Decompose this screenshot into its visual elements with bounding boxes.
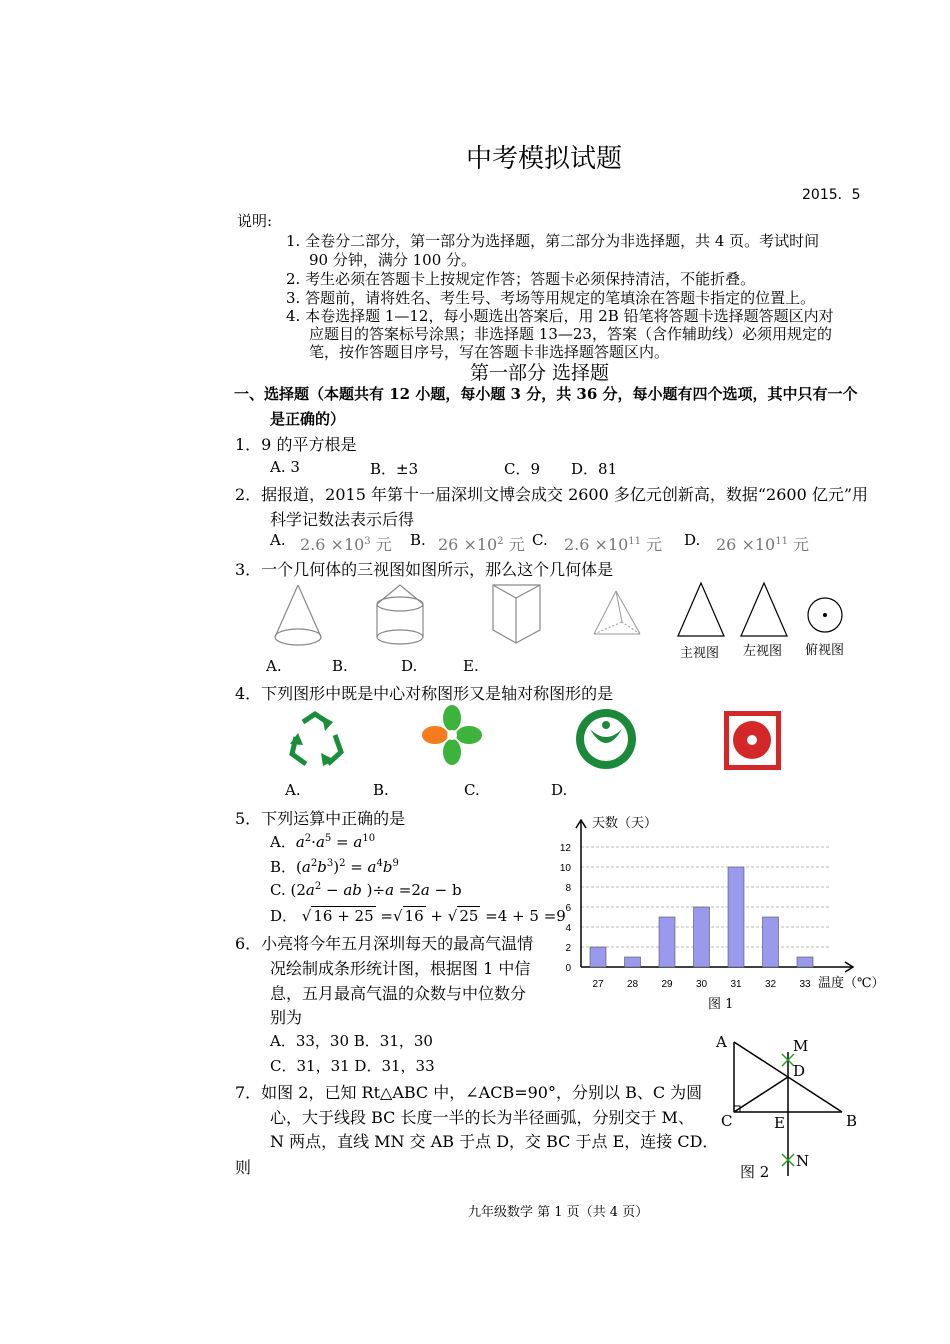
q5-option-b: B．$(a^2b^3)^2 = a^4b^9$ xyxy=(270,858,399,876)
y-tick-label: 2 xyxy=(565,943,571,954)
q1-option-d: D．81 xyxy=(571,460,618,478)
q7-stem-cont: 则 xyxy=(235,1158,252,1177)
q6-stem-cont: 别为 xyxy=(270,1008,303,1027)
q5-stem: 5．下列运算中正确的是 xyxy=(235,809,406,828)
point-e-label: E xyxy=(774,1114,785,1132)
exam-date: 2015．5 xyxy=(802,187,861,203)
chart-xlabel: 温度（℃） xyxy=(818,976,885,991)
q3-option-b: B. xyxy=(332,657,348,675)
q4-option-a: A. xyxy=(285,781,301,799)
x-tick-label: 27 xyxy=(592,979,604,990)
q4-option-b: B. xyxy=(373,781,389,799)
q5-option-d: D． √ 16 + 25 =√ 16 + √ 25 =4 + 5 =9 xyxy=(270,907,566,925)
y-tick-label: 6 xyxy=(565,903,571,914)
point-c-label: C xyxy=(721,1112,733,1130)
x-tick-label: 32 xyxy=(764,979,777,990)
q2-option-a-label: A. xyxy=(270,531,286,549)
q3-stem: 3．一个几何体的三视图如图所示，那么这个几何体是 xyxy=(235,560,614,579)
top-view-label: 俯视图 xyxy=(805,643,845,658)
q7-stem-cont: 心，大于线段 BC 长度一半的长为半径画弧，分别交于 M、 xyxy=(270,1108,694,1127)
q1-option-b: B．±3 xyxy=(370,460,419,478)
x-tick-label: 33 xyxy=(799,979,811,990)
q2-stem: 2．据报道，2015 年第十一届深圳文博会成交 2600 多亿元创新高，数据“2600 亿元”用 xyxy=(235,485,869,504)
figure-2-caption: 图 2 xyxy=(740,1163,770,1181)
instruction-line: 90 分钟，满分 100 分。 xyxy=(309,251,477,269)
q7-stem: 7．如图 2，已知 Rt△ABC 中，∠ACB=90°，分别以 B、C 为圆 xyxy=(235,1083,703,1102)
part-title: 第一部分 选择题 xyxy=(470,362,610,384)
x-tick-label: 28 xyxy=(626,979,639,990)
q4-stem: 4．下列图形中既是中心对称图形又是轴对称图形的是 xyxy=(235,684,614,703)
q6-options-ab: A．33，30 B．31，30 xyxy=(270,1032,433,1050)
q5-option-a: A．$a^2\cdot a^5 = a^{10}$ xyxy=(270,833,376,851)
instruction-line: 3. 答题前，请将姓名、考生号、考场等用规定的笔填涂在答题卡指定的位置上。 xyxy=(286,289,816,307)
q5-option-c: C. ($2a^2$ − ab )÷a =2a − b xyxy=(270,881,462,899)
q2-option-d: $26 \times 10^{11}$ 元 xyxy=(716,535,810,554)
y-tick-label: 12 xyxy=(559,843,571,854)
instruction-line: 笔，按作答题目序号，写在答题卡非选择题答题区内。 xyxy=(309,343,670,361)
instruction-line: 2. 考生必须在答题卡上按规定作答；答题卡必须保持清洁，不能折叠。 xyxy=(286,270,756,288)
q2-option-b: $26 \times 10^2$ 元 xyxy=(438,535,525,554)
q1-option-c: C．9 xyxy=(504,460,541,478)
point-m-label: M xyxy=(793,1037,809,1055)
page-title: 中考模拟试题 xyxy=(466,144,623,174)
q2-option-a: $2.6 \times 10^3$ 元 xyxy=(300,535,392,554)
section-heading-cont: 是正确的） xyxy=(270,410,346,428)
q2-option-c: $2.6 \times 10^{11}$ 元 xyxy=(564,535,663,554)
instruction-line: 4. 本卷选择题 1—12，每小题选出答案后，用 2B 铅笔将答题卡选择题答题区内对 xyxy=(286,307,834,325)
q3-option-d: E. xyxy=(463,657,479,675)
q7-stem-cont: N 两点，直线 MN 交 AB 于点 D，交 BC 于点 E，连接 CD． xyxy=(270,1132,719,1151)
q6-stem-cont: 况绘制成条形统计图，根据图 1 中信 xyxy=(270,959,531,978)
q1-stem: 1．9 的平方根是 xyxy=(235,435,357,454)
page-footer: 九年级数学 第 1 页（共 4 页） xyxy=(468,1205,649,1220)
q6-stem: 6．小亮将今年五月深圳每天的最高气温情 xyxy=(235,934,534,953)
y-tick-label: 10 xyxy=(559,863,571,874)
x-tick-label: 30 xyxy=(695,979,708,990)
instruction-line: 1. 全卷分二部分，第一部分为选择题，第二部分为非选择题，共 4 页。考试时间 xyxy=(286,232,820,250)
q2-option-b-label: B. xyxy=(410,531,426,549)
instructions-label: 说明: xyxy=(237,212,273,230)
q3-option-a: A. xyxy=(266,657,282,675)
q6-options-cd: C．31，31 D．31，33 xyxy=(270,1057,435,1075)
q4-option-d: D. xyxy=(551,781,568,799)
q3-option-c: D. xyxy=(401,657,418,675)
front-view-label: 主视图 xyxy=(680,646,720,661)
x-tick-label: 31 xyxy=(730,979,742,990)
y-tick-label: 0 xyxy=(565,963,571,974)
point-b-label: B xyxy=(846,1112,858,1130)
chart-ylabel: 天数（天） xyxy=(592,816,658,831)
q2-stem-cont: 科学记数法表示后得 xyxy=(270,510,415,529)
q2-option-c-label: C. xyxy=(532,531,548,549)
q2-option-d-label: D. xyxy=(684,531,701,549)
q4-option-c: C. xyxy=(464,781,480,799)
point-d-label: D xyxy=(793,1062,806,1080)
q1-option-a: A. 3 xyxy=(270,458,300,476)
chart-caption: 图 1 xyxy=(708,997,734,1012)
point-a-label: A xyxy=(716,1033,727,1051)
y-tick-label: 8 xyxy=(565,883,571,894)
point-n-label: N xyxy=(796,1152,810,1170)
instruction-line: 应题目的答案标号涂黑；非选择题 13—23，答案（含作辅助线）必须用规定的 xyxy=(309,325,832,343)
y-tick-label: 4 xyxy=(565,923,571,934)
section-heading: 一、选择题（本题共有 12 小题，每小题 3 分，共 36 分，每小题有四个选项，其中只有一个 xyxy=(234,385,858,403)
x-tick-label: 29 xyxy=(661,979,673,990)
q6-stem-cont: 息，五月最高气温的众数与中位数分 xyxy=(270,984,527,1003)
left-view-label: 左视图 xyxy=(743,644,783,659)
